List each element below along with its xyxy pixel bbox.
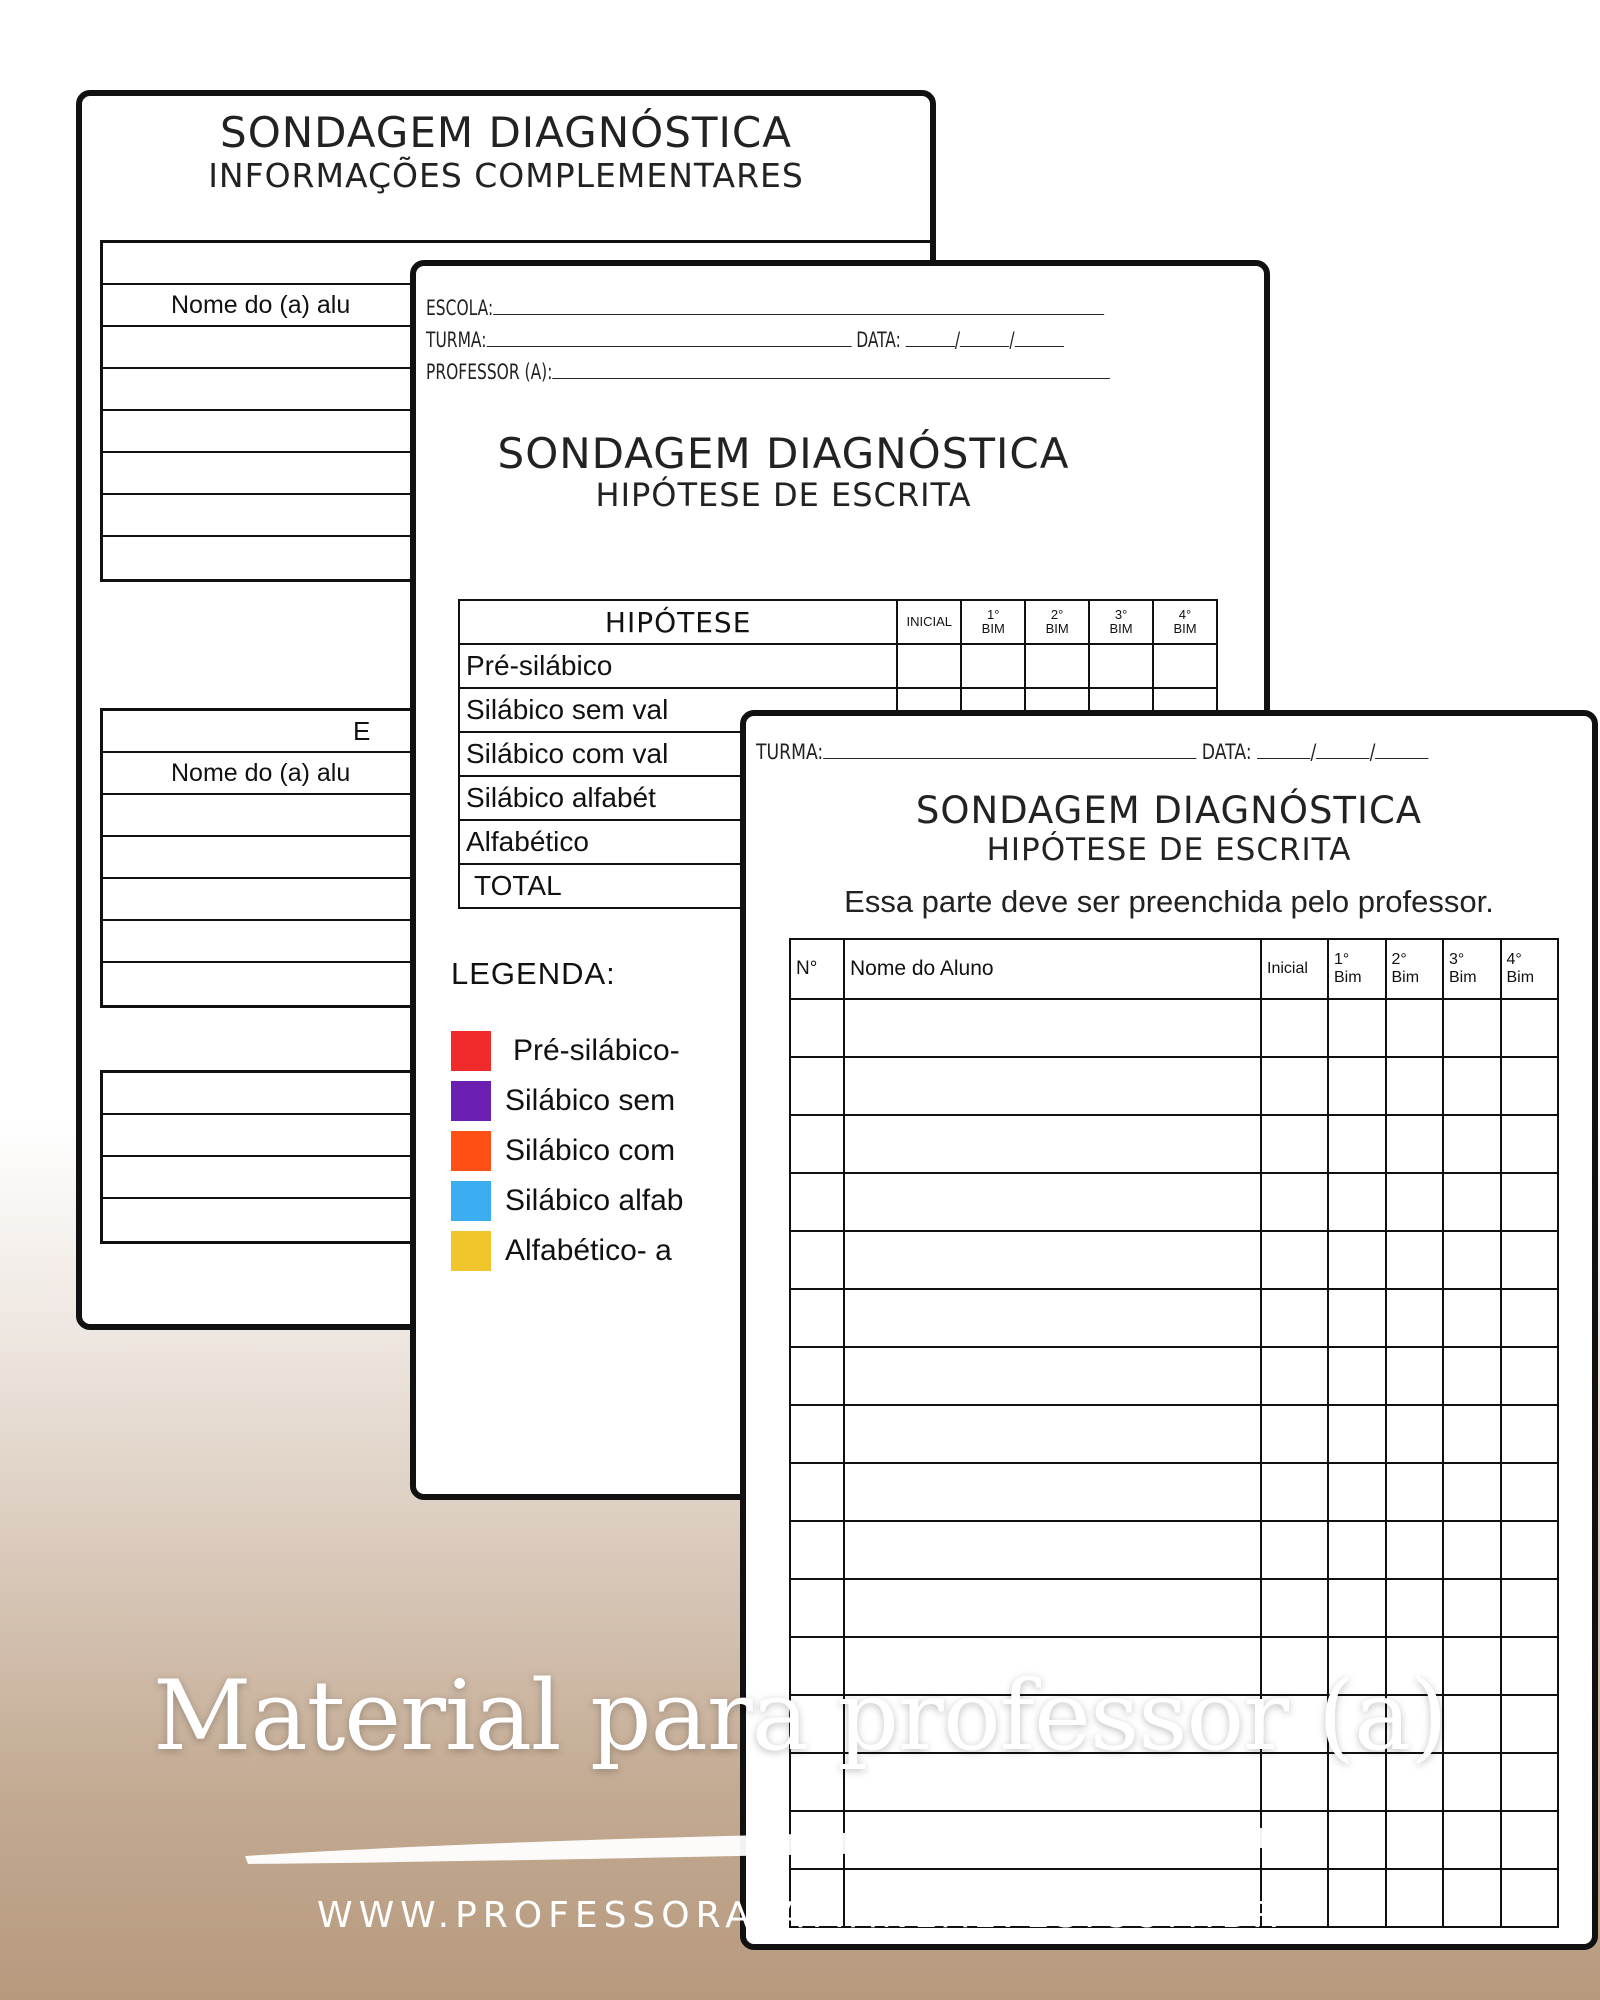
- table-row: [790, 1115, 1558, 1173]
- header-fields: TURMA: DATA: / /: [756, 738, 1429, 764]
- table-row: [790, 1405, 1558, 1463]
- escola-field: ESCOLA:: [426, 294, 1110, 326]
- table-row: [790, 1057, 1558, 1115]
- professor-field: PROFESSOR (A):: [426, 358, 1110, 390]
- table-row: [790, 1231, 1558, 1289]
- table-row: Silábico com val: [459, 732, 1217, 776]
- color-swatch: [451, 1181, 491, 1221]
- col-2-bim: 2° BIM: [1025, 600, 1089, 644]
- table-row: Pré-silábico: [459, 644, 1217, 688]
- student-table: [789, 938, 1559, 1928]
- table-row: Alfabético: [459, 820, 1217, 864]
- col-numero: N°: [790, 939, 844, 999]
- table-row: TOTAL: [459, 864, 1217, 908]
- legend-item: Silábico sem: [451, 1081, 675, 1121]
- sheet-a-title: SONDAGEM DIAGNÓSTICA: [220, 108, 792, 157]
- col-nome-aluno: Nome do Aluno: [844, 939, 1261, 999]
- turma-field: TURMA:: [756, 740, 824, 764]
- col-1-bim: 1° BIM: [961, 600, 1025, 644]
- legend-item: Silábico alfab: [451, 1181, 683, 1221]
- student-name-label: Nome do (a) alu: [171, 291, 351, 319]
- instruction-note: Essa parte deve ser preenchida pelo professor.: [844, 884, 1494, 919]
- legend-item: Silábico com: [451, 1131, 675, 1171]
- col-inicial: INICIAL: [897, 600, 961, 644]
- brush-stroke-decoration: [240, 1810, 1340, 1870]
- turma-field: TURMA: DATA: / /: [426, 326, 1110, 358]
- color-swatch: [451, 1231, 491, 1271]
- table-row: Silábico alfabét: [459, 776, 1217, 820]
- color-swatch: [451, 1131, 491, 1171]
- website-url: WWW.PROFESSORATATIANEALVES.COM.BR: [316, 1895, 1284, 1936]
- sheet-b-subtitle: HIPÓTESE DE ESCRITA: [595, 476, 972, 514]
- legend-item: Alfabético- a: [451, 1231, 672, 1271]
- table-header-row: [459, 600, 1217, 644]
- table-header-row: [790, 939, 1558, 999]
- table-row: [790, 1173, 1558, 1231]
- data-field: DATA:: [856, 328, 901, 352]
- sheet-c-subtitle: HIPÓTESE DE ESCRITA: [986, 832, 1352, 868]
- headline: Material para professor (a): [153, 1660, 1447, 1772]
- legend-item: Pré-silábico-: [451, 1031, 680, 1071]
- table-row: [790, 999, 1558, 1057]
- col-4-bim: 4° Bim: [1501, 939, 1559, 999]
- col-3-bim: 3° Bim: [1443, 939, 1501, 999]
- sheet-a-subtitle: INFORMAÇÕES COMPLEMENTARES: [208, 156, 804, 195]
- header-fields: [426, 294, 1110, 390]
- col-3-bim: 3° BIM: [1089, 600, 1153, 644]
- table-row: [790, 1289, 1558, 1347]
- section-letter: E: [353, 716, 371, 746]
- color-swatch: [451, 1081, 491, 1121]
- data-field: DATA:: [1201, 740, 1252, 764]
- color-swatch: [451, 1031, 491, 1071]
- table-row: [790, 1347, 1558, 1405]
- table-row: [790, 1521, 1558, 1579]
- legend-title: LEGENDA:: [451, 956, 616, 991]
- sheet-b-title: SONDAGEM DIAGNÓSTICA: [497, 429, 1070, 478]
- col-4-bim: 4° BIM: [1153, 600, 1217, 644]
- table-row: [790, 1579, 1558, 1637]
- sheet-c-title: SONDAGEM DIAGNÓSTICA: [915, 789, 1423, 832]
- col-hipotese: HIPÓTESE: [459, 600, 897, 644]
- col-inicial: Inicial: [1261, 939, 1328, 999]
- col-2-bim: 2° Bim: [1386, 939, 1444, 999]
- student-name-label: Nome do (a) alu: [171, 759, 351, 787]
- table-row: [790, 1463, 1558, 1521]
- table-row: Silábico sem val: [459, 688, 1217, 732]
- col-1-bim: 1° Bim: [1328, 939, 1386, 999]
